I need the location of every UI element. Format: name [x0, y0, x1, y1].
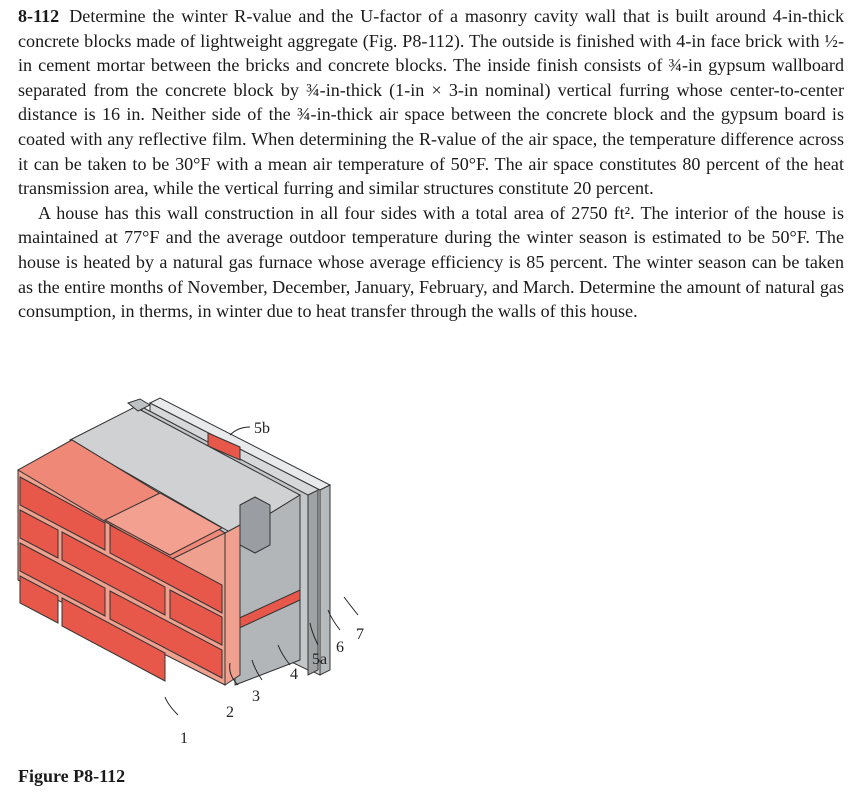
callout-1: 1 — [180, 730, 188, 747]
figure-caption: Figure P8-112 — [18, 766, 126, 786]
callout-7: 7 — [356, 626, 364, 643]
callout-2: 2 — [226, 704, 234, 721]
problem-text-1: Determine the winter R-value and the U-factor of a masonry cavity wall that is built around 4-in-thick concrete blocks made of lightweight aggregate (Fig. P8-112). The outside is finished with 4-in face brick with ½-in cement mortar between the bricks and concrete blocks. The inside finish consists of ¾-in gypsum wallboard separated from the concrete block by ¾-in-thick (1-in × 3-in nominal) vertical furring whose center-to-center distance is 16 in. Neither side of the ¾-in-thick air space between the concrete block and the gypsum board is coated with any reflective film. When determining the R-value of the air space, the temperature difference across it can be taken to be 30°F with a mean air temperature of 50°F. The air space constitutes 80 percent of the heat transmission area, while the vertical furring and similar structures constitute 20 percent. — [18, 6, 844, 199]
problem-number: 8-112 — [18, 6, 60, 26]
mortar-layer — [225, 525, 240, 685]
callout-4: 4 — [290, 666, 298, 683]
callout-5a: 5a — [312, 651, 328, 668]
wall-diagram — [0, 385, 861, 765]
callout-5b: 5b — [254, 420, 270, 437]
problem-statement — [18, 4, 844, 324]
wall-figure — [0, 385, 861, 792]
callout-3: 3 — [252, 688, 260, 705]
problem-paragraph-2: A house has this wall construction in all four sides with a total area of 2750 ft². The interior of the house is maintained at 77°F and the average outdoor temperature during the winter season is estimated to be 50°F. The house is heated by a natural gas furnace whose average efficiency is 85 percent. The winter season can be taken as the entire months of November, December, January, February, and March. Determine the amount of natural gas consumption, in therms, in winter due to heat transfer through the walls of this house. — [18, 202, 844, 322]
callout-6: 6 — [336, 639, 344, 656]
problem-paragraph-1 — [18, 4, 844, 201]
